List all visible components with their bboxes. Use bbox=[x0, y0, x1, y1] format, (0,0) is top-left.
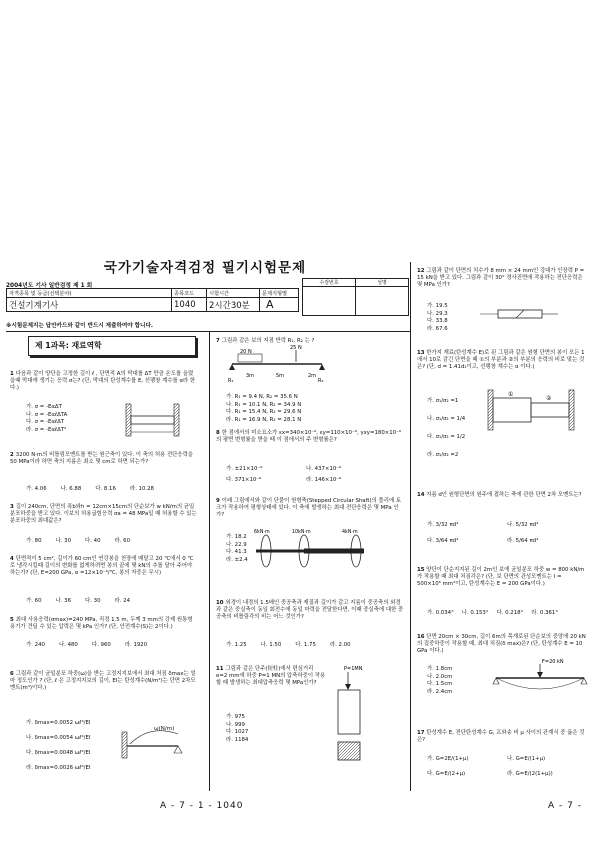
q11-load-label: P=1MN bbox=[344, 666, 363, 672]
column-divider bbox=[209, 331, 210, 791]
options-13 bbox=[427, 392, 465, 464]
option[interactable]: 다. 1027 bbox=[226, 729, 249, 736]
option[interactable]: 가. 240 bbox=[26, 642, 45, 648]
q7-r1: R₁ bbox=[228, 378, 234, 384]
question-text: 그림과 같이 균일분포 하중(ω)을 받는 고정지지보에서 최대 처짐 δmax는 얼마 정도인가 ? (단, ℓ 은 고정지지보의 길이, EI는 탄성계수(N/m²)는 단면 2차모멘트(m⁴)이다.) bbox=[10, 671, 196, 692]
options-1 bbox=[26, 404, 67, 434]
question-9 bbox=[216, 498, 404, 520]
question-10 bbox=[216, 600, 404, 622]
option[interactable]: 가. ±21×10⁻⁶ bbox=[226, 466, 263, 472]
question-2 bbox=[10, 452, 198, 466]
notice: ※시험문제지는 답안카드와 같이 반드시 제출하여야 합니다. bbox=[6, 323, 153, 329]
option[interactable]: 나. 36 bbox=[55, 598, 71, 604]
q6-fixed-beam-figure bbox=[120, 722, 200, 762]
option[interactable]: 라. δmax=0.0026 ωℓ⁴/EI bbox=[26, 765, 91, 771]
option[interactable]: 나. 22.9 bbox=[226, 541, 247, 548]
option[interactable]: 가. 1.25 bbox=[226, 642, 247, 648]
option[interactable]: 가. 80 bbox=[26, 538, 42, 544]
option[interactable]: 나. 29.3 bbox=[427, 310, 448, 317]
options-5 bbox=[26, 642, 161, 650]
question-text: 지름 d인 원형단면의 원주에 접하는 축에 관한 단면 2차 모멘트는? bbox=[426, 492, 582, 498]
option[interactable]: 라. R₁ = 16.9 N, R₂ = 28.1 N bbox=[226, 416, 302, 423]
option[interactable]: 가. σ = -EαΔT bbox=[26, 404, 62, 410]
question-3 bbox=[10, 504, 198, 526]
question-1 bbox=[10, 371, 198, 393]
question-text: 그림과 같이 단면의 치수가 8 mm × 24 mm인 강대가 인장력 P = 15 kN을 받고 있다. 그림과 같이 30° 경사진면에 작용하는 전단응력은 몇 MPa 인가? bbox=[417, 268, 585, 289]
field-label-type: 문제지형별 bbox=[260, 289, 299, 298]
option[interactable]: 가. 4.06 bbox=[26, 486, 47, 492]
page-footer-right: A - 7 - bbox=[548, 801, 582, 811]
option[interactable]: 다. 0.218° bbox=[496, 610, 524, 616]
question-text: 한가지 재료(탄성계수 E)로 된 그림과 같은 원형 단면의 봉이 모든 1에서 10로 감긴 단면을 때 ①의 부분과 ②의 부분의 응력의 비로 맞는 것은? (단, d = 1.41d₁이고, 선팽창 계수는 α 이다.) bbox=[417, 350, 585, 371]
question-text: 그림과 같은 보의 지점 반력 R₁, R₂ 는 ? bbox=[221, 338, 315, 344]
question-number: 10 bbox=[216, 600, 224, 606]
q13-part-1: ① bbox=[508, 391, 514, 398]
q6-load-label: ω(N/m) bbox=[154, 726, 175, 732]
option[interactable]: 라. 60 bbox=[114, 538, 130, 544]
question-text: 3200 N·m의 비틀림모멘트를 받는 원근축이 있다. 이 축의 허용 전단응력을 50 MPa이라 하면 축의 지름은 최소 몇 cm로 하면 되는가? bbox=[10, 452, 194, 466]
q1-fixed-bar-figure bbox=[124, 404, 184, 438]
q9-torque-2: 10kN·m bbox=[292, 530, 311, 535]
option[interactable]: 라. 146×10⁻⁶ bbox=[306, 477, 342, 483]
q11-column-figure bbox=[326, 664, 376, 764]
question-text: 한 점에서의 미소요소가 εx=340×10⁻⁶, εy=110×10⁻⁶, γxy=180×10⁻⁶ 의 평면 변형률을 받을 때 이 점에서의 주 변형률은? bbox=[216, 430, 402, 444]
type-value: A bbox=[260, 298, 299, 312]
option[interactable]: 다. 371×10⁻⁶ bbox=[226, 477, 262, 483]
options-9 bbox=[226, 534, 248, 564]
q7-load-2: 25 N bbox=[290, 345, 302, 351]
option[interactable]: 다. 8.16 bbox=[95, 486, 116, 492]
question-text: 이래 그림에서와 같이 단붙이 원형축(Stepped Circular Shaft)의 풀리에 토크가 작용하여 평형상태에 있다. 이 축에 발생하는 최대 전단응력은 몇 MPa 인가? bbox=[216, 498, 402, 519]
question-12 bbox=[417, 268, 587, 290]
option[interactable]: 가. 60 bbox=[26, 598, 42, 604]
option[interactable]: 라. 2.00 bbox=[329, 642, 351, 648]
question-text: 길이 240cm, 단면의 폭b와h = 12cm×15cm의 단순보가 w kN/m의 균일분포하중을 받고 있다. 이보의 허용굽힘응력 σa = 48 MPa일 때 허용할 수 있는 분포하중의 최대값은? bbox=[10, 504, 197, 525]
question-text: 그림과 같은 단주(短柱)에서 편심거리 e=2 mm에 하중 P=1 MN의 압축하중이 작용할 때 발생하는 최대압축응력 몇 MPa인가? bbox=[216, 666, 326, 687]
option[interactable]: 가. δmax=0.0052 ωℓ⁴/EI bbox=[26, 720, 91, 726]
question-15 bbox=[417, 567, 587, 589]
options-14 bbox=[427, 517, 552, 549]
q16-load-label: F=20 kN bbox=[542, 659, 564, 665]
info-table bbox=[6, 288, 299, 312]
question-number: 17 bbox=[417, 730, 425, 736]
question-5 bbox=[10, 617, 198, 631]
name-cell[interactable] bbox=[356, 287, 409, 316]
q7-dim-1: 3m bbox=[246, 373, 255, 379]
q9-stepped-shaft-figure bbox=[252, 528, 372, 574]
question-number: 11 bbox=[216, 666, 224, 672]
option[interactable]: 라. ±2.4 bbox=[226, 556, 248, 563]
option[interactable]: 나. σ = -EαℓΔTA bbox=[26, 411, 68, 418]
option[interactable]: 나. G=E/(1+μ) bbox=[507, 756, 546, 762]
question-number: 12 bbox=[417, 268, 425, 274]
code-value: 1040 bbox=[172, 298, 207, 312]
option[interactable]: 나. R₁ = 10.1 N, R₂ = 34.9 N bbox=[226, 401, 302, 408]
option[interactable]: 가. σ₁/σ₂ =1 bbox=[427, 398, 459, 404]
question-text: 양단이 단순지지된 길이 2m인 보에 균일분포 하중 w = 800 kN/m가 작용할 때 최대 처짐각은? (단, 보 단면의 관성모멘트는 I = 500×10⁶ mm⁴이고, 탄성계수는 E = 200 GPa이다.) bbox=[417, 567, 585, 588]
question-number: 2 bbox=[10, 452, 14, 458]
option[interactable]: 나. 1.50 bbox=[260, 642, 282, 648]
option[interactable]: 라. 1920 bbox=[124, 642, 148, 648]
option[interactable]: 라. 10.28 bbox=[129, 486, 154, 492]
question-number: 14 bbox=[417, 492, 425, 498]
options-15 bbox=[427, 610, 572, 618]
question-text: 탄성계수 E, 전단탄성계수 G, 프와송 비 μ 사이의 관계식 중 옳은 것은? bbox=[417, 730, 585, 744]
q13-stepped-bar-figure bbox=[486, 388, 581, 432]
option[interactable]: 라. 67.6 bbox=[427, 325, 448, 332]
option[interactable]: 나. 480 bbox=[58, 642, 78, 648]
q7-dim-2: 5m bbox=[276, 373, 285, 379]
option[interactable]: 가. 18.2 bbox=[226, 534, 247, 540]
question-number: 9 bbox=[216, 498, 220, 504]
question-text: 다음과 같이 양단을 고정한 길이 ℓ , 단면적 A의 막대를 ΔT 만큼 온도를 올렸을때 막대에 생기는 응력 σ는? (단, 막대의 탄성계수를 E, 선팽창 계수를 α라 한다.) bbox=[10, 371, 196, 392]
option[interactable]: 나. σ₁/σ₂ = 1/4 bbox=[427, 416, 466, 422]
exam-title: 국가기술자격검정 필기시험문제 bbox=[103, 260, 307, 276]
question-number: 13 bbox=[417, 350, 425, 356]
question-text: 외경이 내경의 1.5배인 중공축과 재질과 길이가 같고 지름이 중공축의 외경과 같은 중실축이 동일 회전수에 동일 마력을 전달한다면, 이때 중실축에 대한 중공축의 비틀림각의 비는 어느 것인가? bbox=[216, 600, 404, 621]
time-value: 2시간30분 bbox=[207, 298, 260, 312]
header-rule bbox=[6, 331, 410, 332]
option[interactable]: 나. 0.153° bbox=[461, 610, 489, 616]
option[interactable]: 다. 3/64 πd⁴ bbox=[427, 538, 459, 544]
options-2 bbox=[26, 486, 168, 494]
signature-table bbox=[302, 278, 409, 316]
option[interactable]: 다. G=E/(2+μ) bbox=[427, 771, 466, 777]
exam-number-label: 수검번호 bbox=[303, 279, 356, 287]
section-title: 제 1과목: 재료역학 bbox=[28, 336, 196, 356]
option[interactable]: 라. 24 bbox=[114, 598, 130, 604]
q12-bar-figure bbox=[478, 304, 560, 324]
option[interactable]: 다. 30 bbox=[85, 598, 101, 604]
option[interactable]: 다. σ₁/σ₂ = 1/2 bbox=[427, 434, 466, 440]
question-number: 1 bbox=[10, 371, 14, 377]
q9-torque-1: 6kN·m bbox=[254, 530, 270, 535]
q7-beam-figure bbox=[226, 345, 336, 384]
question-13 bbox=[417, 350, 587, 372]
options-17 bbox=[427, 752, 567, 782]
question-7 bbox=[216, 338, 404, 345]
page-divider bbox=[410, 262, 411, 791]
option[interactable]: 가. 3/32 πd⁴ bbox=[427, 522, 459, 528]
question-text: 단면적이 5 cm², 길이가 60 cm인 연강봉을 천장에 매달고 20 ℃에서 0 ℃로 냉각시킬때 길이의 변화를 없게하려면 봉의 끝에 몇 kN의 추를 달아 주어야 하는가? (단, E=200 GPa, α =12×10⁻⁶/℃, 봉의 자중은 무시) bbox=[10, 556, 194, 577]
options-8 bbox=[226, 464, 355, 486]
option[interactable]: 가. R₁ = 9.4 N, R₂ = 35.6 N bbox=[226, 394, 298, 400]
option[interactable]: 라. G=E/(2(1+μ)) bbox=[507, 771, 553, 777]
options-3 bbox=[26, 538, 144, 546]
q9-torque-3: 4kN·m bbox=[342, 530, 358, 535]
question-16 bbox=[417, 634, 587, 656]
option[interactable]: 나. 999 bbox=[226, 721, 245, 728]
option[interactable]: 라. 2.4cm bbox=[427, 688, 453, 695]
question-number: 7 bbox=[216, 338, 220, 344]
option[interactable]: 다. 1.5cm bbox=[427, 681, 453, 688]
option[interactable]: 라. 5/64 πd⁴ bbox=[507, 538, 539, 544]
options-7 bbox=[226, 394, 301, 424]
option[interactable]: 다. 960 bbox=[91, 642, 111, 648]
q13-part-2: ② bbox=[546, 395, 552, 402]
name-label: 성명 bbox=[356, 279, 409, 287]
question-4 bbox=[10, 556, 198, 578]
option[interactable]: 라. σ₁/σ₂ =2 bbox=[427, 452, 459, 458]
q7-dim-3: 2m bbox=[308, 373, 317, 379]
option[interactable]: 나. δmax=0.0054 ωℓ⁴/EI bbox=[26, 735, 91, 741]
option[interactable]: 다. σ = -EαℓΔT bbox=[26, 419, 65, 426]
question-number: 8 bbox=[216, 430, 220, 436]
q16-beam-figure bbox=[490, 658, 590, 700]
question-11 bbox=[216, 666, 326, 688]
question-6 bbox=[10, 671, 198, 693]
field-label-subject: 자격종목 및 등급(선택분야) bbox=[7, 289, 172, 298]
option[interactable]: 라. 1184 bbox=[226, 736, 249, 743]
question-number: 15 bbox=[417, 567, 425, 573]
question-text: 최대 사용응력(σmax)=240 MPa, 직경 1.5 m, 두께 3 mm의 강제 원통형 용기가 견딜 수 있는 압력은 몇 kPa 인가? (단, 안전계수(S)는 2이다.) bbox=[10, 617, 193, 631]
option[interactable]: 가. 975 bbox=[226, 714, 245, 720]
subject-value: 건설기계기사 bbox=[7, 298, 172, 312]
page-footer-left: A - 7 - 1 - 1040 bbox=[160, 801, 244, 811]
options-10 bbox=[226, 642, 365, 650]
option[interactable]: 가. G=2E/(1+μ) bbox=[427, 756, 469, 762]
options-4 bbox=[26, 598, 144, 606]
option[interactable]: 가. 0.034° bbox=[427, 610, 454, 616]
option[interactable]: 다. 1.75 bbox=[295, 642, 316, 648]
question-8 bbox=[216, 430, 404, 444]
option[interactable]: 라. σ = -EαℓΔT² bbox=[26, 426, 67, 433]
options-12 bbox=[427, 303, 448, 333]
option[interactable]: 가. 19.5 bbox=[427, 303, 448, 309]
option[interactable]: 라. 0.361° bbox=[531, 610, 559, 616]
question-number: 3 bbox=[10, 504, 14, 510]
option[interactable]: 다. 40 bbox=[85, 538, 101, 544]
option[interactable]: 다. 33.8 bbox=[427, 318, 448, 325]
options-11 bbox=[226, 714, 248, 744]
field-label-code: 종목코드 bbox=[172, 289, 207, 298]
question-number: 4 bbox=[10, 556, 14, 562]
question-number: 16 bbox=[417, 634, 425, 640]
option[interactable]: 다. 41.3 bbox=[226, 549, 247, 556]
q7-load-1: 20 N bbox=[240, 349, 252, 355]
question-17 bbox=[417, 730, 587, 744]
question-text: 단면 20cm × 30cm, 길이 6m의 목재로된 단순보의 중앙에 20 kN의 집중하중이 작용할 때, 최대 처짐(δ max)은? (단, 탄성계수 E = 10 GPa 이다.) bbox=[417, 634, 586, 655]
field-label-time: 시험시간 bbox=[207, 289, 260, 298]
option[interactable]: 나. 6.88 bbox=[60, 486, 82, 492]
option[interactable]: 가. 1.8cm bbox=[427, 666, 453, 672]
question-number: 5 bbox=[10, 617, 14, 623]
options-16 bbox=[427, 666, 452, 696]
question-14 bbox=[417, 492, 587, 499]
option[interactable]: 나. 437×10⁻⁶ bbox=[306, 466, 342, 472]
q7-r2: R₂ bbox=[318, 378, 324, 384]
option[interactable]: 다. R₁ = 15.4 N, R₂ = 29.6 N bbox=[226, 409, 302, 416]
options-6 bbox=[26, 716, 90, 776]
option[interactable]: 나. 30 bbox=[55, 538, 71, 544]
option[interactable]: 나. 2.0cm bbox=[427, 673, 453, 680]
year-line: 2004년도 기사 일반검정 제 1 회 bbox=[6, 283, 93, 289]
option[interactable]: 다. δmax=0.0048 ωℓ⁴/EI bbox=[26, 750, 91, 756]
question-number: 6 bbox=[10, 671, 14, 677]
exam-number-cell[interactable] bbox=[303, 287, 356, 316]
option[interactable]: 나. 5/32 πd⁴ bbox=[507, 522, 539, 528]
